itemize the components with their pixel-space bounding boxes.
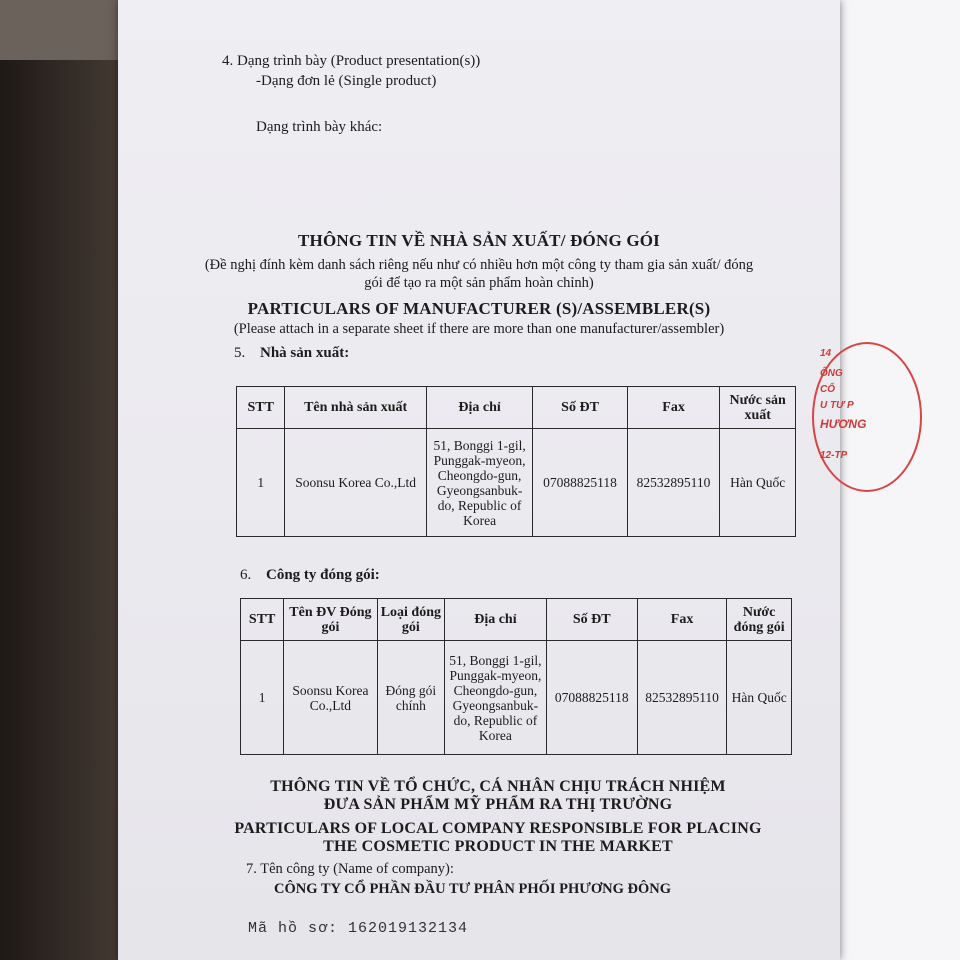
manufacturer-note-vi-1: (Đề nghị đính kèm danh sách riêng nếu như có nhiều hơn một công ty tham gia sản xuất/ đóng	[204, 257, 754, 273]
header-phone: Số ĐT	[546, 599, 637, 641]
dark-background	[0, 0, 130, 960]
local-heading-vi-1: THÔNG TIN VỀ TỔ CHỨC, CÁ NHÂN CHỊU TRÁCH NHIỆM	[270, 778, 726, 795]
header-stt: STT	[241, 599, 284, 641]
stamp-text: ÔNG	[820, 368, 843, 379]
section6-number: 6.	[240, 567, 252, 583]
document-page	[118, 0, 840, 960]
section4-other: Dạng trình bày khác:	[256, 119, 383, 135]
stamp-text: 12-TP	[820, 450, 848, 461]
packaging-table	[240, 598, 792, 755]
section4-single: -Dạng đơn lẻ (Single product)	[256, 73, 437, 89]
cell-address: 51, Bonggi 1-gil, Punggak-myeon, Cheongdo-gun, Gyeongsanbuk-do, Republic of Korea	[445, 641, 546, 755]
local-heading-vi-2: ĐƯA SẢN PHẨM MỸ PHẨM RA THỊ TRƯỜNG	[323, 796, 673, 813]
stamp-text: HƯƠNG	[820, 417, 867, 431]
cell-stt: 1	[237, 429, 285, 537]
cell-country: Hàn Quốc	[727, 641, 792, 755]
header-manufacturer-name: Tên nhà sản xuất	[285, 387, 426, 429]
header-address: Địa chỉ	[445, 599, 546, 641]
cell-packager-name: Soonsu Korea Co.,Ltd	[284, 641, 377, 755]
manufacturer-heading-vi: THÔNG TIN VỀ NHÀ SẢN XUẤT/ ĐÓNG GÓI	[297, 231, 660, 250]
stamp-text: 14	[820, 348, 832, 359]
manufacturer-heading-en: PARTICULARS OF MANUFACTURER (S)/ASSEMBLER(S)	[247, 299, 711, 318]
cell-address: 51, Bonggi 1-gil, Punggak-myeon, Cheongdo-gun, Gyeongsanbuk-do, Republic of Korea	[426, 429, 532, 537]
cell-packaging-type: Đóng gói chính	[377, 641, 445, 755]
company-stamp	[812, 342, 872, 492]
section4-title: 4. Dạng trình bày (Product presentation(s))	[222, 53, 481, 69]
local-heading-en-1: PARTICULARS OF LOCAL COMPANY RESPONSIBLE FOR PLACING	[234, 820, 762, 837]
manufacturer-note-vi-2: gói để tạo ra một sản phẩm hoàn chỉnh)	[364, 275, 594, 291]
cell-fax: 82532895110	[627, 429, 720, 537]
section5-number: 5.	[234, 345, 246, 361]
stamp-text: CỔ	[820, 384, 835, 395]
header-fax: Fax	[627, 387, 720, 429]
company-name: CÔNG TY CỔ PHẦN ĐẦU TƯ PHÂN PHỐI PHƯƠNG ĐÔNG	[274, 881, 672, 897]
local-heading-en-2: THE COSMETIC PRODUCT IN THE MARKET	[323, 838, 673, 855]
section7-label: 7. Tên công ty (Name of company):	[246, 861, 454, 877]
table-row	[237, 429, 796, 537]
cell-fax: 82532895110	[637, 641, 726, 755]
header-fax: Fax	[637, 599, 726, 641]
header-phone: Số ĐT	[533, 387, 627, 429]
manufacturer-note-en: (Please attach in a separate sheet if there are more than one manufacturer/assembler)	[233, 321, 725, 337]
cell-phone: 07088825118	[533, 429, 627, 537]
cell-country: Hàn Quốc	[720, 429, 796, 537]
header-packager-name: Tên ĐV Đóng gói	[284, 599, 377, 641]
header-packaging-type: Loại đóng gói	[377, 599, 445, 641]
header-address: Địa chỉ	[426, 387, 532, 429]
cell-phone: 07088825118	[546, 641, 637, 755]
manufacturer-table	[236, 386, 796, 537]
section6-label: Công ty đóng gói:	[266, 567, 380, 583]
header-stt: STT	[237, 387, 285, 429]
header-country: Nước đóng gói	[727, 599, 792, 641]
cell-manufacturer-name: Soonsu Korea Co.,Ltd	[285, 429, 426, 537]
table-row	[241, 641, 792, 755]
stamp-text: U TƯ P	[820, 400, 854, 411]
cell-stt: 1	[241, 641, 284, 755]
header-country: Nước sản xuất	[720, 387, 796, 429]
record-number: Mã hồ sơ: 162019132134	[248, 920, 469, 937]
section5-label: Nhà sản xuất:	[260, 345, 350, 361]
